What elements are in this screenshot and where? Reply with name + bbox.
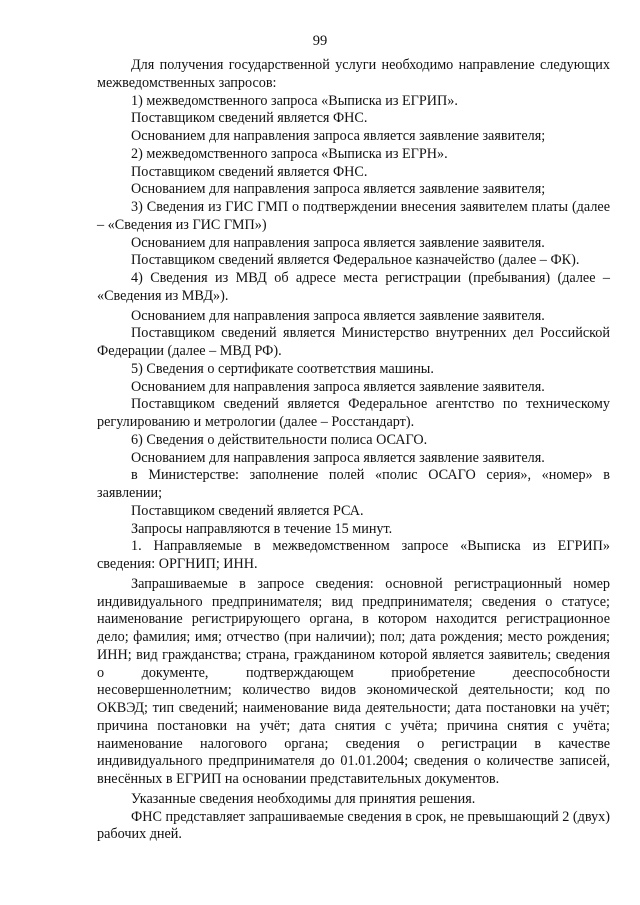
document-body <box>97 57 610 844</box>
paragraph-sent-data: 1. Направляемые в межведомственном запросе «Выписка из ЕГРИП» сведения: ОРГНИП; ИНН. <box>97 538 610 572</box>
paragraph-item-2: 2) межведомственного запроса «Выписка из ЕГРН». <box>131 145 448 162</box>
paragraph-provider-5: Поставщиком сведений является Федеральное агентство по техническому регулированию и метрологии (далее – Росстандарт). <box>97 396 610 430</box>
paragraph-basis-1: Основанием для направления запроса является заявление заявителя; <box>131 128 546 144</box>
paragraph-provider-4: Поставщиком сведений является Министерство внутренних дел Российской Федерации (далее – МВД РФ). <box>97 325 610 359</box>
paragraph-provider-2: Поставщиком сведений является ФНС. <box>131 163 368 180</box>
paragraph-provider-3: Поставщиком сведений является Федеральное казначейство (далее – ФК). <box>131 252 580 269</box>
paragraph-request-timing: Запросы направляются в течение 15 минут. <box>131 520 393 537</box>
paragraph-decision-note: Указанные сведения необходимы для принятия решения. <box>131 790 476 807</box>
paragraph-basis-2: Основанием для направления запроса является заявление заявителя; <box>131 181 546 198</box>
paragraph-fns-deadline: ФНС представляет запрашиваемые сведения в срок, не превышающий 2 (двух) рабочих дней. <box>97 808 610 843</box>
paragraph-item-3: 3) Сведения из ГИС ГМП о подтверждении внесения заявителем платы (далее – «Сведения из ГИС ГМП») <box>97 199 610 233</box>
paragraph-basis-3: Основанием для направления запроса является заявление заявителя. <box>131 234 545 251</box>
paragraph-item-4: 4) Сведения из МВД об адресе места регистрации (пребывания) (далее – «Сведения из МВД»). <box>97 270 610 304</box>
paragraph-intro: Для получения государственной услуги необходимо направление следующих межведомственных запросов: <box>97 57 610 91</box>
page-number: 99 <box>312 33 328 49</box>
paragraph-ministry-fields: в Министерстве: заполнение полей «полис ОСАГО серия», «номер» в заявлении; <box>97 467 610 501</box>
paragraph-item-1: 1) межведомственного запроса «Выписка из ЕГРИП». <box>131 92 458 109</box>
paragraph-basis-4: Основанием для направления запроса является заявление заявителя. <box>131 307 545 324</box>
paragraph-basis-5: Основанием для направления запроса является заявление заявителя. <box>131 378 545 395</box>
paragraph-item-5: 5) Сведения о сертификате соответствия машины. <box>131 360 434 377</box>
paragraph-item-6: 6) Сведения о действительности полиса ОСАГО. <box>131 431 428 448</box>
paragraph-basis-6: Основанием для направления запроса является заявление заявителя. <box>131 449 545 466</box>
paragraph-provider-6: Поставщиком сведений является РСА. <box>131 502 364 519</box>
paragraph-requested-data: Запрашиваемые в запросе сведения: основной регистрационный номер индивидуального предпринимателя; вид предпринимателя; сведения о статусе; наименование регистрирующего органа, в котором находится регистрационное дело; фамилия; имя; отчество (при наличии); пол; дата рождения; место рождения; ИНН; вид гражданства; страна, гражданином которой является заявитель; сведения о документе, подтверждающем приобретение дееспособности несовершеннолетним; количество видов экономической деятельности; код по ОКВЭД; тип сведений; наименование вида деятельности; дата постановки на учёт; причина постановки на учёт; дата снятия с учёта; причина снятия с учёта; наименование налогового органа; сведения о регистрации в качестве индивидуального предпринимателя до 01.01.2004; сведения о количестве записей, внесённых в ЕГРИП на основании представительных документов. <box>97 575 610 787</box>
paragraph-provider-1: Поставщиком сведений является ФНС. <box>131 110 368 127</box>
